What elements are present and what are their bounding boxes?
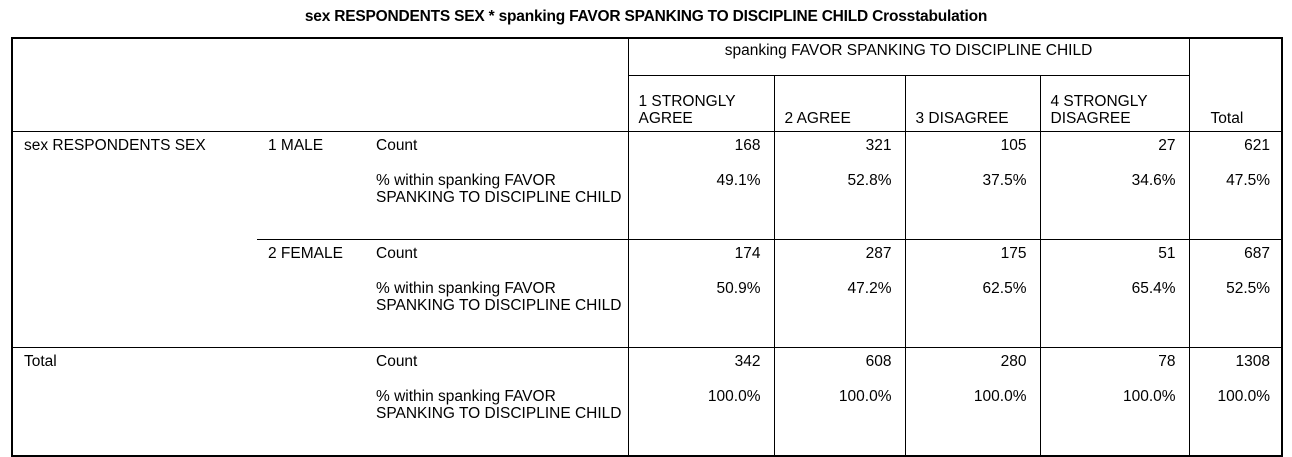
table-row <box>12 132 1282 168</box>
cell-value: 51 <box>1040 240 1189 276</box>
cell-value: 65.4% <box>1040 275 1189 348</box>
group-label-male: 1 MALE <box>268 137 324 154</box>
cell-value-total: 621 <box>1189 132 1282 168</box>
cell-value: 27 <box>1040 132 1189 168</box>
table-row <box>12 275 1282 348</box>
stat-label-percent: % within spanking FAVOR SPANKING TO DISCIPLINE CHILD <box>376 388 622 422</box>
cell-value: 47.2% <box>774 275 905 348</box>
column-header-strongly-agree: 1 STRONGLY AGREE <box>628 76 774 132</box>
total-header-blank <box>1189 38 1282 76</box>
column-header-agree: 2 AGREE <box>774 76 905 132</box>
cell-value: 174 <box>628 240 774 276</box>
cell-value: 49.1% <box>628 167 774 240</box>
cell-value: 100.0% <box>774 383 905 456</box>
column-header-disagree: 3 DISAGREE <box>905 76 1040 132</box>
group-label-female: 2 FEMALE <box>257 240 373 276</box>
table-row <box>12 240 1282 276</box>
cell-value: 321 <box>774 132 905 168</box>
stat-label-count: Count <box>373 240 628 276</box>
cell-value: 100.0% <box>1040 383 1189 456</box>
header-corner <box>12 38 628 76</box>
stat-label-percent: % within spanking FAVOR SPANKING TO DISCIPLINE CHILD <box>376 172 622 206</box>
cell-value: 100.0% <box>905 383 1040 456</box>
cell-value: 168 <box>628 132 774 168</box>
cell-value-total: 47.5% <box>1189 167 1282 240</box>
cell-value: 100.0% <box>628 383 774 456</box>
header-row-top <box>12 38 1282 76</box>
header-corner-lower <box>12 76 628 132</box>
cell-value: 62.5% <box>905 275 1040 348</box>
cell-value: 78 <box>1040 348 1189 384</box>
cell-value-total: 100.0% <box>1189 383 1282 456</box>
row-variable-label: sex RESPONDENTS SEX <box>24 137 206 154</box>
stat-label-percent: % within spanking FAVOR SPANKING TO DISCIPLINE CHILD <box>376 280 622 314</box>
cell-value-total: 687 <box>1189 240 1282 276</box>
cell-value-total: 52.5% <box>1189 275 1282 348</box>
cell-value: 280 <box>905 348 1040 384</box>
table-row <box>12 383 1282 456</box>
cell-value-total: 1308 <box>1189 348 1282 384</box>
cell-value: 105 <box>905 132 1040 168</box>
column-variable-header: spanking FAVOR SPANKING TO DISCIPLINE CHILD <box>628 38 1189 76</box>
table-row <box>12 348 1282 384</box>
cell-value: 342 <box>628 348 774 384</box>
column-header-total: Total <box>1189 76 1282 132</box>
cell-value: 175 <box>905 240 1040 276</box>
header-row-bottom <box>12 76 1282 132</box>
column-header-strongly-disagree: 4 STRONGLY DISAGREE <box>1040 76 1189 132</box>
cell-value: 608 <box>774 348 905 384</box>
cell-value: 37.5% <box>905 167 1040 240</box>
cell-value: 52.8% <box>774 167 905 240</box>
crosstab-table <box>11 37 1283 457</box>
table-title: sex RESPONDENTS SEX * spanking FAVOR SPANKING TO DISCIPLINE CHILD Crosstabulation <box>304 8 988 25</box>
table-row <box>12 167 1282 240</box>
cell-value: 50.9% <box>628 275 774 348</box>
cell-value: 287 <box>774 240 905 276</box>
stat-label-count: Count <box>376 137 418 154</box>
cell-value: 34.6% <box>1040 167 1189 240</box>
stat-label-count: Count <box>373 348 628 384</box>
total-row-label: Total <box>12 348 257 384</box>
